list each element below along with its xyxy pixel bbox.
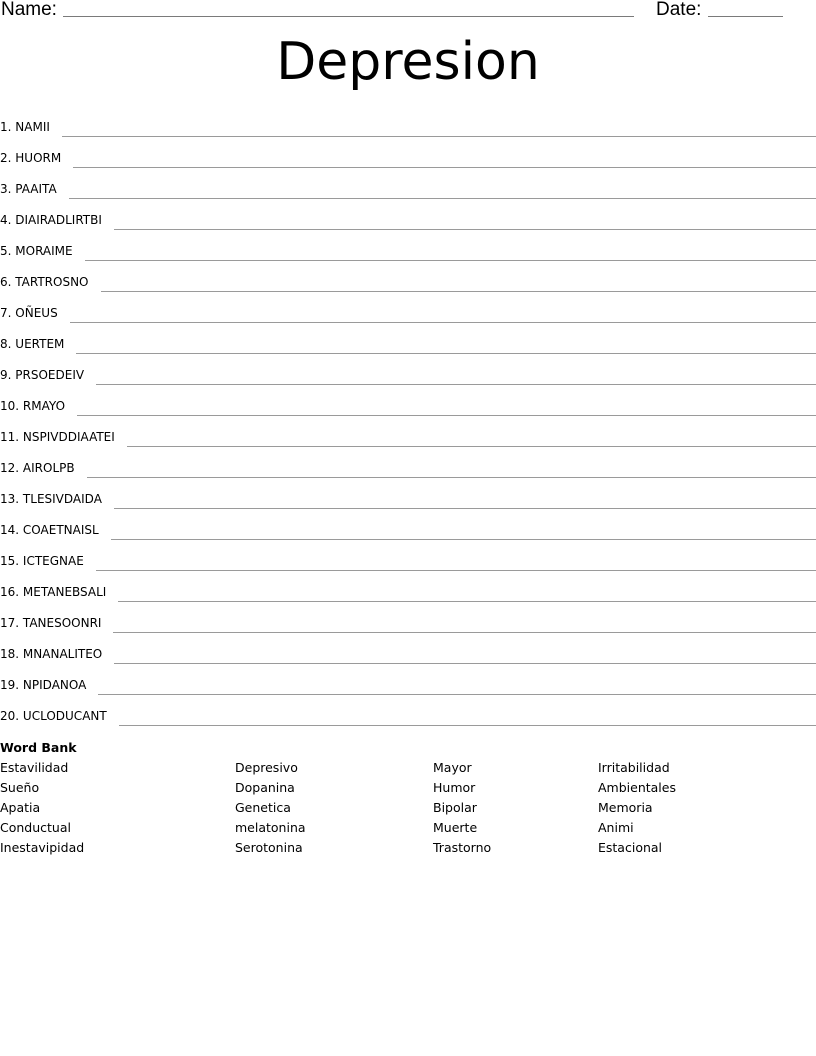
question-number: 12. — [0, 461, 20, 475]
question-row — [0, 608, 816, 639]
question-row — [0, 701, 816, 732]
question-text — [0, 305, 58, 329]
question-row — [0, 360, 816, 391]
question-text — [0, 150, 61, 174]
word-bank-word: Serotonina — [235, 840, 303, 855]
word-bank-word: Depresivo — [235, 760, 298, 775]
question-number: 7. — [0, 306, 12, 320]
answer-line[interactable] — [101, 290, 816, 292]
word-bank-word: Ambientales — [598, 780, 676, 795]
word-bank-title: Word Bank — [0, 740, 77, 755]
scrambled-word: MNANALITEO — [22, 647, 103, 661]
answer-line[interactable] — [113, 631, 816, 633]
answer-line[interactable] — [119, 724, 816, 726]
word-bank-word: Mayor — [433, 760, 472, 775]
word-bank-word: Estavilidad — [0, 760, 69, 775]
question-row — [0, 329, 816, 360]
scrambled-word: METANEBSALI — [22, 585, 107, 599]
question-row — [0, 422, 816, 453]
word-bank-word: Humor — [433, 780, 476, 795]
question-number: 2. — [0, 151, 12, 165]
question-row — [0, 236, 816, 267]
question-row — [0, 143, 816, 174]
question-row — [0, 267, 816, 298]
question-number: 13. — [0, 492, 20, 506]
word-bank-word: Genetica — [235, 800, 291, 815]
question-row — [0, 174, 816, 205]
question-number: 17. — [0, 616, 20, 630]
answer-line[interactable] — [77, 414, 816, 416]
answer-line[interactable] — [70, 321, 816, 323]
question-text — [0, 677, 86, 701]
question-number: 3. — [0, 182, 12, 196]
question-text — [0, 615, 101, 639]
question-text — [0, 522, 99, 546]
word-bank — [0, 739, 816, 868]
answer-line[interactable] — [114, 507, 816, 509]
worksheet-header — [0, 0, 816, 24]
scrambled-word: TLESIVDAIDA — [22, 492, 102, 506]
question-text — [0, 398, 65, 422]
scrambled-word: NPIDANOA — [22, 678, 87, 692]
scrambled-word: OÑEUS — [15, 306, 58, 320]
question-row — [0, 205, 816, 236]
question-text — [0, 491, 102, 515]
name-label: Name: — [1, 0, 57, 20]
scrambled-word: PRSOEDEIV — [15, 368, 85, 382]
question-number: 4. — [0, 213, 12, 227]
scrambled-word: ICTEGNAE — [22, 554, 84, 568]
question-number: 15. — [0, 554, 20, 568]
question-number: 10. — [0, 399, 20, 413]
question-text — [0, 708, 107, 732]
answer-line[interactable] — [76, 352, 816, 354]
word-bank-word: Trastorno — [433, 840, 492, 855]
word-bank-word: Animi — [598, 820, 634, 835]
question-text — [0, 367, 84, 391]
word-bank-word: Memoria — [598, 800, 653, 815]
answer-line[interactable] — [127, 445, 816, 447]
question-text — [0, 553, 84, 577]
answer-line[interactable] — [69, 197, 816, 199]
scrambled-word: HUORM — [15, 151, 62, 165]
answer-line[interactable] — [111, 538, 816, 540]
word-bank-grid — [0, 758, 816, 868]
answer-line[interactable] — [85, 259, 816, 261]
question-number: 16. — [0, 585, 20, 599]
question-text — [0, 584, 106, 608]
question-row — [0, 484, 816, 515]
word-bank-word: Sueño — [0, 780, 40, 795]
question-text — [0, 646, 102, 670]
question-row — [0, 670, 816, 701]
word-bank-word: Muerte — [433, 820, 478, 835]
question-row — [0, 515, 816, 546]
answer-line[interactable] — [118, 600, 816, 602]
scrambled-word: UCLODUCANT — [22, 709, 107, 723]
scrambled-word: NAMII — [15, 120, 50, 134]
answer-line[interactable] — [87, 476, 816, 478]
scrambled-word: PAAITA — [15, 182, 57, 196]
word-bank-word: Inestavipidad — [0, 840, 85, 855]
answer-line[interactable] — [114, 662, 816, 664]
word-bank-column — [235, 758, 306, 858]
answer-line[interactable] — [98, 693, 816, 695]
question-text — [0, 460, 75, 484]
scrambled-word: DIAIRADLIRTBI — [15, 213, 102, 227]
name-blank-line[interactable] — [63, 16, 634, 17]
question-number: 8. — [0, 337, 12, 351]
word-bank-column — [433, 758, 491, 858]
word-bank-word: Conductual — [0, 820, 71, 835]
answer-line[interactable] — [114, 228, 816, 230]
question-text — [0, 274, 89, 298]
question-text — [0, 212, 102, 236]
word-bank-word: Apatia — [0, 800, 41, 815]
question-text — [0, 243, 73, 267]
word-bank-word: Bipolar — [433, 800, 477, 815]
question-number: 1. — [0, 120, 12, 134]
question-row — [0, 453, 816, 484]
answer-line[interactable] — [73, 166, 816, 168]
word-bank-word: Dopanina — [235, 780, 295, 795]
scrambled-word: COAETNAISL — [22, 523, 99, 537]
question-row — [0, 112, 816, 143]
question-row — [0, 639, 816, 670]
question-number: 14. — [0, 523, 20, 537]
scrambled-word: AIROLPB — [22, 461, 75, 475]
question-number: 6. — [0, 275, 12, 289]
scrambled-word: NSPIVDDIAATEI — [22, 430, 115, 444]
scrambled-word: TARTROSNO — [15, 275, 89, 289]
question-text — [0, 429, 115, 453]
word-bank-column — [598, 758, 676, 858]
question-text — [0, 119, 50, 143]
word-bank-word: Estacional — [598, 840, 663, 855]
question-number: 5. — [0, 244, 12, 258]
answer-line[interactable] — [62, 135, 816, 137]
question-text — [0, 181, 57, 205]
page-title: Depresion — [276, 32, 540, 92]
scrambled-word: TANESOONRI — [22, 616, 102, 630]
date-label: Date: — [656, 0, 702, 20]
question-text — [0, 336, 64, 360]
question-number: 18. — [0, 647, 20, 661]
question-row — [0, 546, 816, 577]
scrambled-word: RMAYO — [22, 399, 66, 413]
answer-line[interactable] — [96, 383, 816, 385]
date-blank-line[interactable] — [708, 16, 783, 17]
question-row — [0, 298, 816, 329]
question-number: 9. — [0, 368, 12, 382]
question-row — [0, 391, 816, 422]
answer-line[interactable] — [96, 569, 816, 571]
word-bank-word: Irritabilidad — [598, 760, 670, 775]
word-bank-column — [0, 758, 84, 858]
question-row — [0, 577, 816, 608]
scrambled-word: UERTEM — [15, 337, 65, 351]
word-bank-word: melatonina — [235, 820, 306, 835]
question-number: 20. — [0, 709, 20, 723]
question-list — [0, 112, 816, 732]
scrambled-word: MORAIME — [15, 244, 73, 258]
question-number: 19. — [0, 678, 20, 692]
question-number: 11. — [0, 430, 20, 444]
